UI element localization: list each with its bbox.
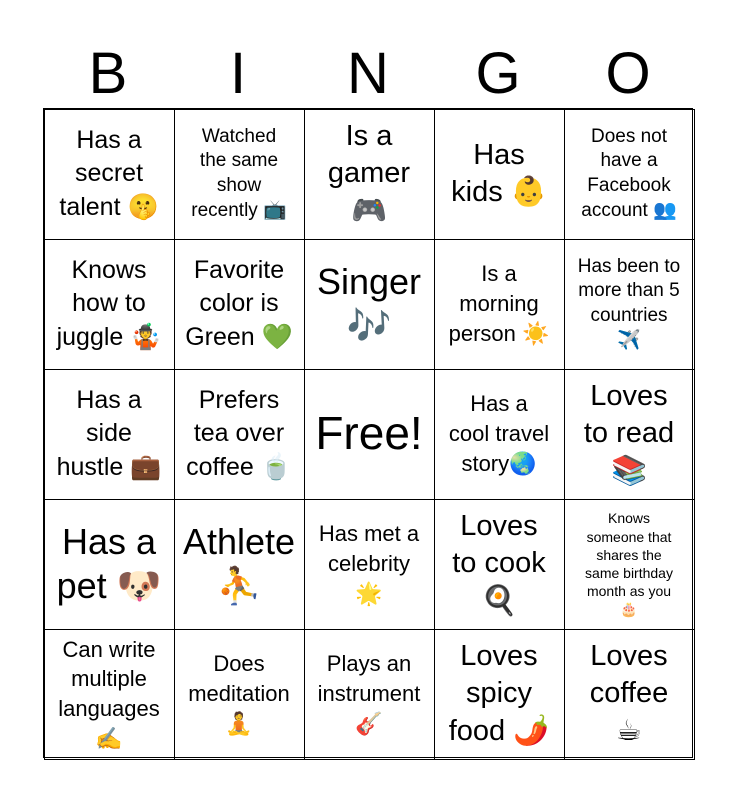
bingo-cell-r5c3[interactable]: Plays an instrument 🎸 bbox=[304, 629, 435, 760]
bingo-cell-r4c5[interactable]: Knows someone that shares the same birthday month as you 🎂 bbox=[564, 499, 695, 630]
bingo-cell-r3c4[interactable]: Has a cool travel story🌏 bbox=[434, 369, 565, 500]
bingo-cell-r2c2[interactable]: Favorite color is Green 💚 bbox=[174, 239, 305, 370]
header-letter-b: B bbox=[88, 41, 128, 106]
bingo-cell-r4c4[interactable]: Loves to cook 🍳 bbox=[434, 499, 565, 630]
bingo-grid bbox=[43, 108, 693, 758]
bingo-cell-r1c1[interactable]: Has a secret talent 🤫 bbox=[44, 109, 175, 240]
header-letter-n: N bbox=[347, 41, 389, 106]
header-letter-i: I bbox=[229, 41, 247, 106]
header-letter-o: O bbox=[605, 41, 651, 106]
bingo-cell-r2c1[interactable]: Knows how to juggle 🤹 bbox=[44, 239, 175, 370]
bingo-cell-r3c2[interactable]: Prefers tea over coffee 🍵 bbox=[174, 369, 305, 500]
bingo-cell-free[interactable]: Free! bbox=[304, 369, 435, 500]
bingo-cell-r5c2[interactable]: Does meditation 🧘 bbox=[174, 629, 305, 760]
bingo-cell-r3c5[interactable]: Loves to read 📚 bbox=[564, 369, 695, 500]
bingo-cell-r5c1[interactable]: Can write multiple languages ✍️ bbox=[44, 629, 175, 760]
bingo-cell-r2c4[interactable]: Is a morning person ☀️ bbox=[434, 239, 565, 370]
bingo-cell-r5c5[interactable]: Loves coffee ☕ bbox=[564, 629, 695, 760]
header-letter-g: G bbox=[475, 41, 521, 106]
bingo-cell-r4c3[interactable]: Has met a celebrity 🌟 bbox=[304, 499, 435, 630]
bingo-cell-r1c5[interactable]: Does not have a Facebook account 👥 bbox=[564, 109, 695, 240]
bingo-cell-r2c5[interactable]: Has been to more than 5 countries ✈️ bbox=[564, 239, 695, 370]
bingo-cell-r2c3[interactable]: Singer 🎶 bbox=[304, 239, 435, 370]
bingo-cell-r4c1[interactable]: Has a pet 🐶 bbox=[44, 499, 175, 630]
bingo-cell-r1c2[interactable]: Watched the same show recently 📺 bbox=[174, 109, 305, 240]
bingo-cell-r4c2[interactable]: Athlete ⛹️ bbox=[174, 499, 305, 630]
bingo-cell-r1c4[interactable]: Has kids 👶 bbox=[434, 109, 565, 240]
bingo-header bbox=[43, 40, 693, 108]
bingo-cell-r1c3[interactable]: Is a gamer 🎮 bbox=[304, 109, 435, 240]
bingo-cell-r3c1[interactable]: Has a side hustle 💼 bbox=[44, 369, 175, 500]
bingo-cell-r5c4[interactable]: Loves spicy food 🌶️ bbox=[434, 629, 565, 760]
